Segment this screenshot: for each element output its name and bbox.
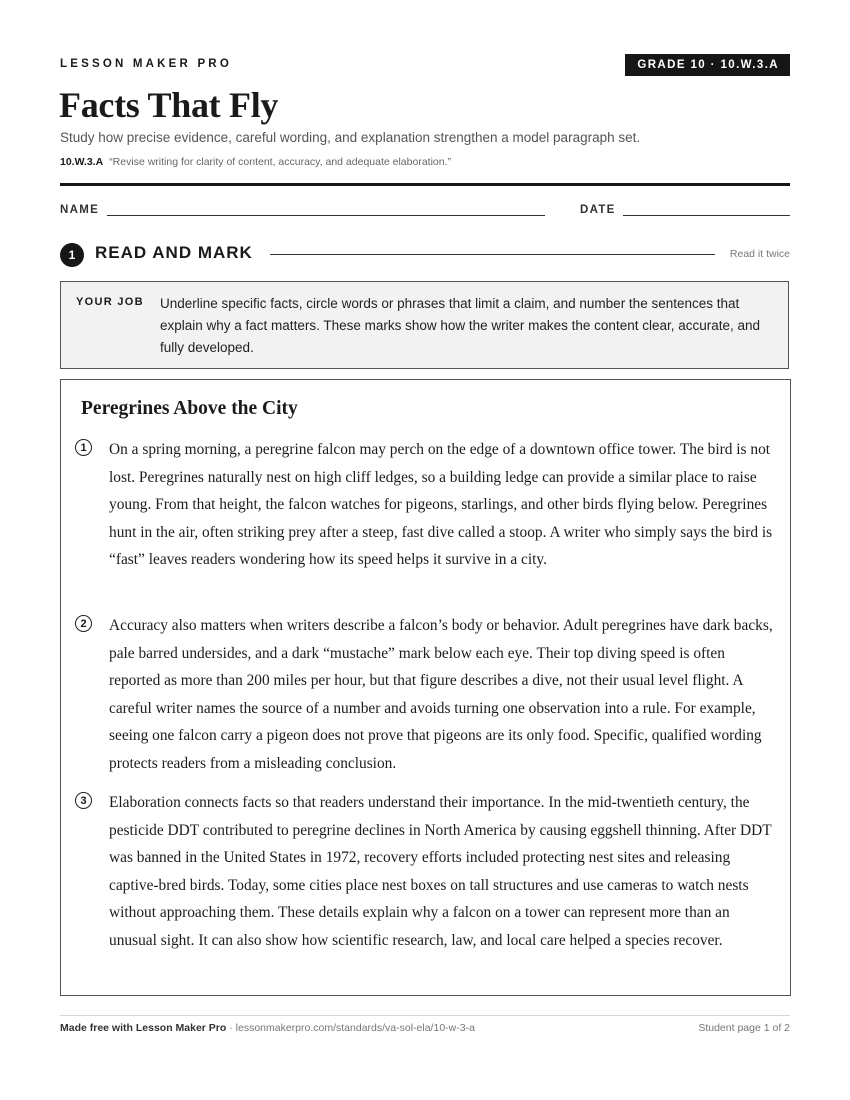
date-field[interactable] xyxy=(623,215,790,216)
paragraph-text: On a spring morning, a peregrine falcon may perch on the edge of a downtown office tower. The bird is not lost. Peregrines naturally nest on high cliff ledges, so a building ledge can provide a similar place to raise young. From that height, the falcon watches for pigeons, starlings, and other birds flying below. Peregrines hunt in the air, often striking prey after a steep, fast dive called a stoop. A writer who simply says the bird is “fast” leaves readers wondering how its speed helps it survive in a city. xyxy=(109,441,773,568)
footer-page-number: Student page 1 of 2 xyxy=(698,1022,790,1034)
section-title: READ AND MARK xyxy=(95,243,253,262)
brand-name: LESSON MAKER PRO xyxy=(60,58,232,70)
paragraph-number: 3 xyxy=(75,792,92,809)
passage-box xyxy=(60,379,791,996)
standard-code: 10.W.3.A xyxy=(60,156,104,168)
your-job-label: YOUR JOB xyxy=(76,296,144,308)
your-job-box xyxy=(60,281,789,369)
page-subtitle: Study how precise evidence, careful wording, and explanation strengthen a model paragraph set. xyxy=(60,130,641,145)
name-field[interactable] xyxy=(107,215,545,216)
section-rule xyxy=(270,254,715,255)
section-number-badge: 1 xyxy=(60,243,84,267)
paragraph-text: Accuracy also matters when writers describe a falcon’s body or behavior. Adult peregrines have dark backs, pale barred undersides, and a dark “mustache” mark below each eye. Their top diving speed is often reported as more than 200 miles per hour, but that figure describes a dive, not their usual level flight. A careful writer names the source of a number and avoids turning one observation into a rule. For example, seeing one falcon carry a pigeon does not prove that pigeons are its only food. Specific, qualified wording protects readers from a misleading conclusion. xyxy=(109,617,773,772)
grade-badge: GRADE 10 · 10.W.3.A xyxy=(625,54,790,76)
standard-line xyxy=(60,156,451,168)
paragraph-text: Elaboration connects facts so that readers understand their importance. In the mid-twentieth century, the pesticide DDT contributed to peregrine declines in North America by causing eggshell thinning. After DDT was banned in the United States in 1972, recovery efforts included protecting nest sites and releasing captive-bred birds. Today, some cities place nest boxes on tall structures and use cameras to watch nests without approaching them. These details explain why a falcon on a tower can represent more than an unusual sight. It can also show how scientific research, law, and local care helped a species recover. xyxy=(109,794,772,949)
your-job-text: Underline specific facts, circle words or phrases that limit a claim, and number the sentences that explain why a fact matters. These marks show how the writer makes the content clear, accurate, and fully developed. xyxy=(160,296,761,355)
header-divider xyxy=(60,183,790,186)
name-label: NAME xyxy=(60,204,100,216)
paragraph-number: 1 xyxy=(75,439,92,456)
footer-url[interactable]: · lessonmakerpro.com/standards/va-sol-ela/10-w-3-a xyxy=(226,1022,475,1034)
standard-text: “Revise writing for clarity of content, accuracy, and adequate elaboration.” xyxy=(109,156,452,168)
page-title: Facts That Fly xyxy=(59,85,279,125)
passage-title: Peregrines Above the City xyxy=(81,398,298,419)
footer-credit xyxy=(60,1022,475,1034)
footer-divider xyxy=(60,1015,790,1016)
section-note: Read it twice xyxy=(729,248,790,260)
footer-made-with: Made free with Lesson Maker Pro xyxy=(60,1022,227,1034)
paragraph-number: 2 xyxy=(75,615,92,632)
date-label: DATE xyxy=(580,204,616,216)
